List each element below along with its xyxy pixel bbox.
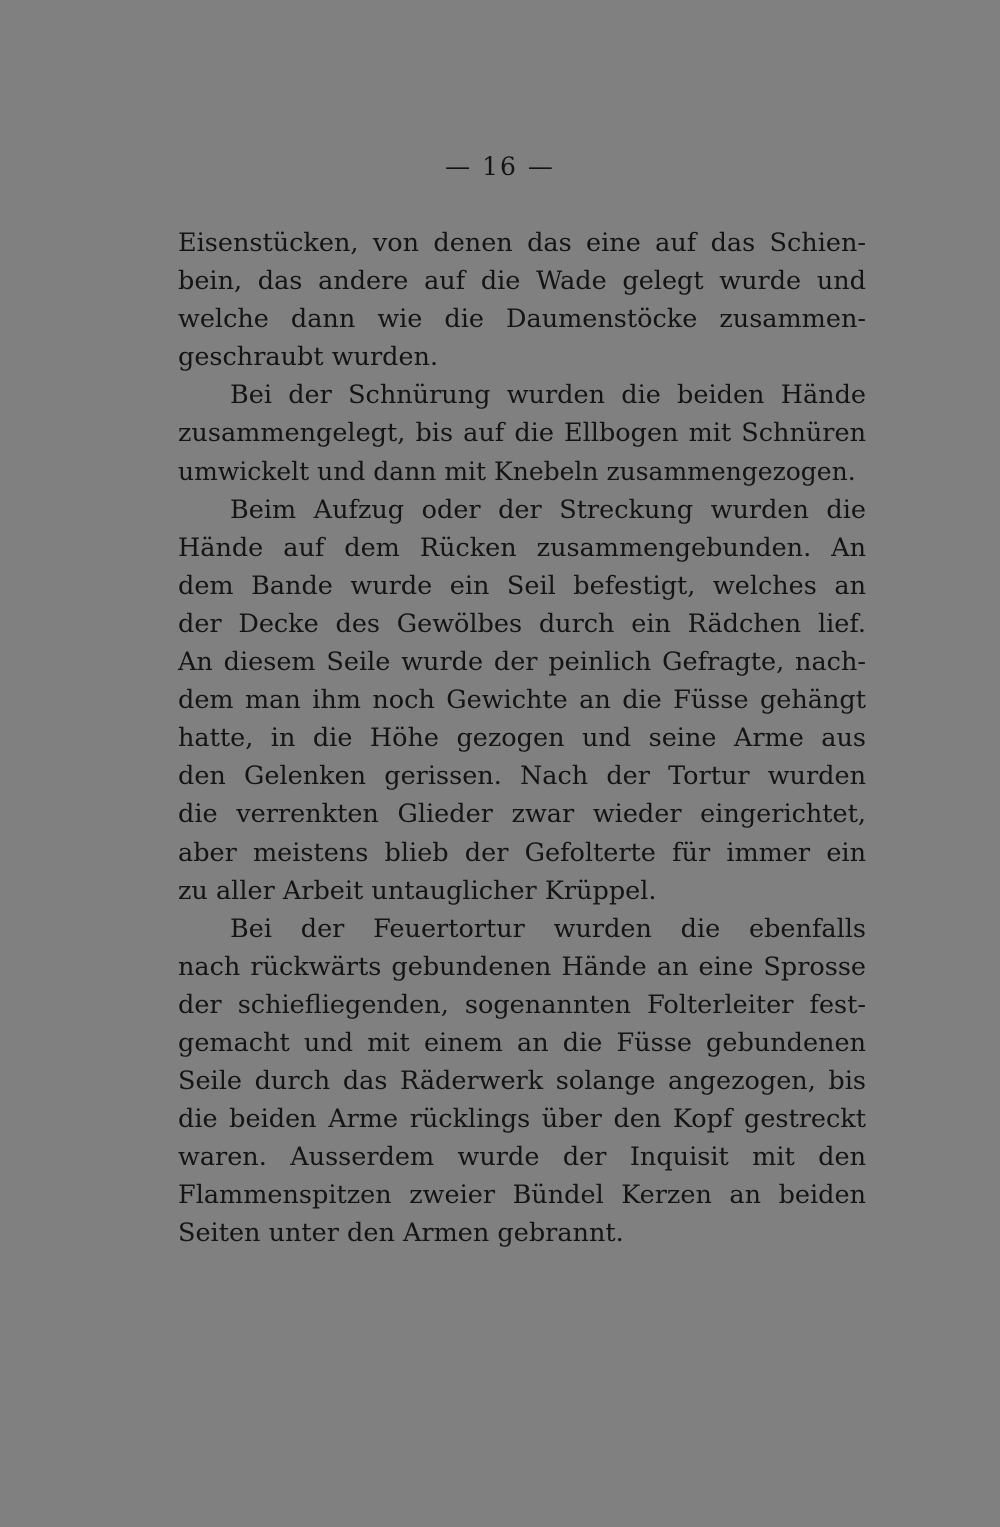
text-line: gemacht und mit einem an die Füsse gebundenen (178, 1027, 866, 1058)
text-line: den Gelenken gerissen. Nach der Tortur wurden (178, 761, 866, 792)
body-text (178, 224, 866, 1253)
text-line: waren. Ausserdem wurde der Inquisit mit den (178, 1142, 866, 1173)
text-line: An diesem Seile wurde der peinlich Gefragte, nach- (178, 647, 866, 678)
text-line: Bei der Schnürung wurden die beiden Hände (230, 380, 866, 411)
text-line: der schiefliegenden, sogenannten Folterleiter fest- (178, 989, 866, 1020)
page-number: — 16 — (445, 152, 555, 181)
text-line: zusammengelegt, bis auf die Ellbogen mit Schnüren (178, 418, 866, 449)
text-line: geschraubt wurden. (178, 342, 439, 373)
text-line: Seiten unter den Armen gebrannt. (178, 1218, 624, 1249)
text-line: Beim Aufzug oder der Streckung wurden die (230, 494, 866, 525)
text-line: der Decke des Gewölbes durch ein Rädchen lief. (178, 608, 866, 639)
text-line: Flammenspitzen zweier Bündel Kerzen an beiden (178, 1180, 866, 1211)
text-line: die beiden Arme rücklings über den Kopf gestreckt (178, 1104, 866, 1135)
text-line: dem Bande wurde ein Seil befestigt, welches an (178, 570, 866, 601)
text-line: welche dann wie die Daumenstöcke zusammen- (178, 304, 866, 335)
text-line: zu aller Arbeit untauglicher Krüppel. (178, 875, 657, 906)
text-line: bein, das andere auf die Wade gelegt wurde und (178, 266, 866, 297)
text-line: dem man ihm noch Gewichte an die Füsse gehängt (178, 685, 866, 716)
text-line: Hände auf dem Rücken zusammengebunden. An (178, 532, 866, 563)
text-line: die verrenkten Glieder zwar wieder eingerichtet, (178, 799, 866, 830)
text-line: aber meistens blieb der Gefolterte für immer ein (178, 837, 866, 868)
text-line: hatte, in die Höhe gezogen und seine Arme aus (178, 723, 866, 754)
text-line: umwickelt und dann mit Knebeln zusammengezogen. (178, 456, 856, 486)
text-line: Eisenstücken, von denen das eine auf das Schien- (178, 228, 866, 258)
text-line: Bei der Feuertortur wurden die ebenfalls (230, 913, 866, 944)
text-line: nach rückwärts gebundenen Hände an eine Sprosse (178, 951, 866, 982)
text-line: Seile durch das Räderwerk solange angezogen, bis (178, 1066, 866, 1097)
